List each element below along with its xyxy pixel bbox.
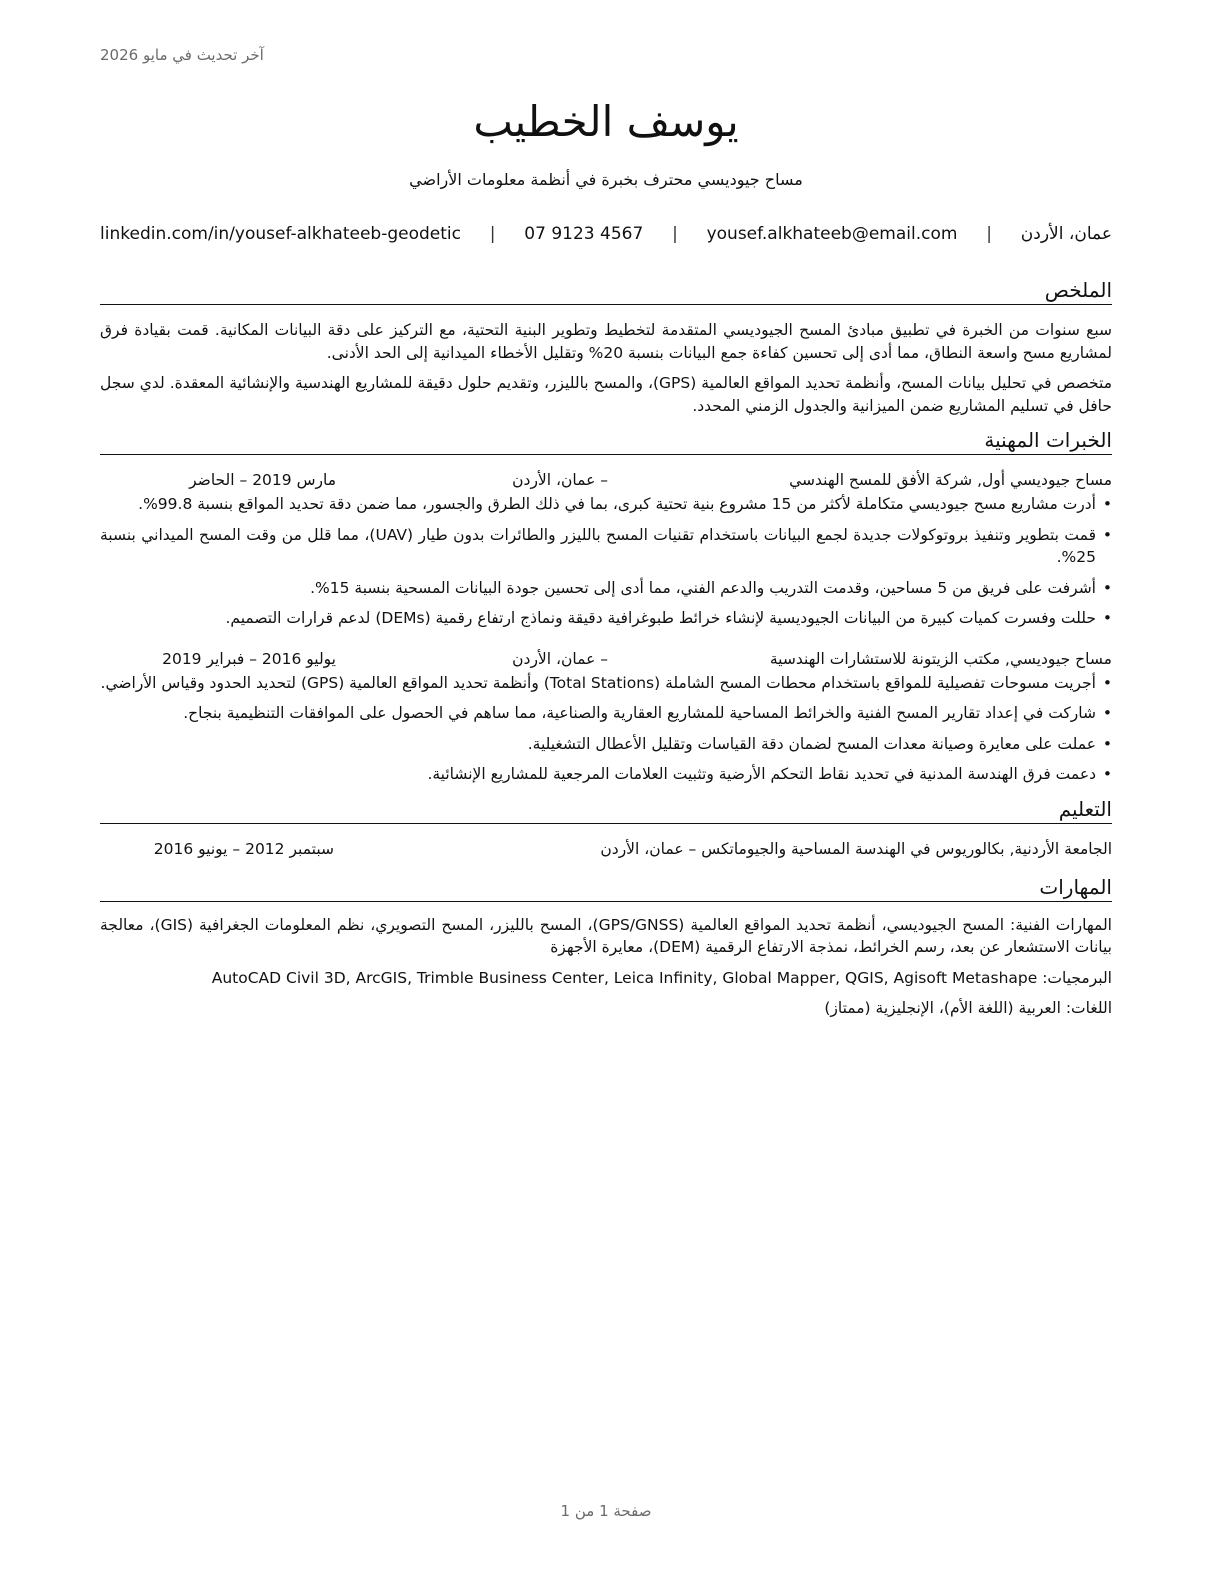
job-bullet: • دعمت فرق الهندسة المدنية في تحديد نقاط التحكم الأرضية وتثبيت العلامات المرجعية للمشاريع الإنشائية. [100,763,1112,786]
summary-heading: الملخص [100,277,1112,305]
contact-phone: 07 9123 4567 [524,224,644,244]
resume-body [100,277,1112,1020]
job-bullet: • أشرفت على فريق من 5 مساحين، وقدمت التدريب والدعم الفني، مما أدى إلى تحسين جودة البيانات المسحية بنسبة 15%. [100,577,1112,600]
job-bullet: • قمت بتطوير وتنفيذ بروتوكولات جديدة لجمع البيانات باستخدام تقنيات المسح بالليزر والطائرات بدون طيار (UAV)، مما قلل من وقت المسح الميداني بنسبة 25%. [100,524,1112,569]
experience-heading: الخبرات المهنية [100,427,1112,455]
education-location: – عمان، الأردن [600,839,697,858]
skills-heading: المهارات [100,874,1112,902]
education-heading: التعليم [100,796,1112,824]
skills-technical: المهارات الفنية: المسح الجيوديسي، أنظمة تحديد المواقع العالمية (GPS/GNSS)، المسح بالليزر، المسح التصويري، نظم المعلومات الجغرافية (GIS)، معالجة بيانات الاستشعار عن بعد، رسم الخرائط، نمذجة الارتفاع الرقمية (DEM)، معايرة الأجهزة [100,915,1112,956]
candidate-name: يوسف الخطيب [473,97,739,146]
job-role-company: مساح جيوديسي, مكتب الزيتونة للاستشارات الهندسية [769,649,1112,668]
last-updated-note: آخر تحديث في مايو 2026 [100,46,264,64]
contact-separator: | [672,224,678,244]
job-role-company: مساح جيوديسي أول, شركة الأفق للمسح الهندسي [789,471,1112,489]
job-dates: مارس 2019 – الحاضر [189,471,336,489]
job-location: – عمان، الأردن [512,649,608,668]
job-bullet: • أدرت مشاريع مسح جيوديسي متكاملة لأكثر من 15 مشروع بنية تحتية كبرى، بما في ذلك الطرق والجسور، مما ضمن دقة تحديد المواقع بنسبة 99.8%. [100,493,1112,516]
summary-paragraph: متخصص في تحليل بيانات المسح، وأنظمة تحديد المواقع العالمية (GPS)، والمسح بالليزر، وتقديم حلول دقيقة للمشاريع الهندسية والإنشائية المعقدة. لدي سجل حافل في تسليم المشاريع ضمن الميزانية والجدول الزمني المحدد. [100,374,1113,415]
job-bullet: • حللت وفسرت كميات كبيرة من البيانات الجيوديسية لإنشاء خرائط طبوغرافية دقيقة ونماذج ارتفاع رقمية (DEMs) لدعم قرارات التصميم. [100,607,1112,630]
education-institution-degree [334,838,1112,860]
contact-location: عمان، الأردن [1020,224,1112,244]
skills-languages: اللغات: العربية (اللغة الأم)، الإنجليزية (ممتاز) [824,999,1112,1017]
resume-page [100,0,1112,1584]
skills-software: البرمجيات: AutoCAD Civil 3D, ArcGIS, Trimble Business Center, Leica Infinity, Global Mapper, QGIS, Agisoft Metashape [211,968,1112,987]
job-bullet: • عملت على معايرة وصيانة معدات المسح لضمان دقة القياسات وتقليل الأعطال التشغيلية. [100,733,1112,756]
page-number: صفحة 1 من 1 [560,1502,652,1520]
contact-email[interactable]: yousef.alkhateeb@email.com [706,224,958,244]
contact-separator: | [489,224,496,244]
summary-paragraph: سبع سنوات من الخبرة في تطبيق مبادئ المسح الجيوديسي المتقدمة لتخطيط وتطوير البنية التحتية، مع التركيز على دقة البيانات المكانية. قمت بقيادة فرق لمشاريع مسح واسعة النطاق، مما أدى إلى تحسين كفاءة جمع البيانات بنسبة 20% وتقليل الأخطاء الميدانية إلى الحد الأدنى. [100,321,1112,362]
contact-linkedin[interactable]: linkedin.com/in/yousef-alkhateeb-geodetic [100,224,461,244]
job-bullet: • شاركت في إعداد تقارير المسح الفنية والخرائط المساحية للمشاريع العقارية والصناعية، مما ساهم في الحصول على الموافقات التنظيمية بنجاح. [100,702,1112,725]
contact-separator: | [986,224,992,244]
job-header [100,648,1112,670]
education-dates: سبتمبر 2012 – يونيو 2016 [153,839,334,858]
contact-line [100,224,1112,244]
candidate-title: مساح جيوديسي محترف بخبرة في أنظمة معلومات الأراضي [409,170,803,189]
education-entry [100,838,1112,860]
job-bullet: • أجريت مسوحات تفصيلية للمواقع باستخدام محطات المسح الشاملة (Total Stations) وأنظمة تحديد المواقع العالمية (GPS) لتحديد الحدود وقياس الأراضي. [100,672,1112,695]
job-dates: يوليو 2016 – فبراير 2019 [162,649,336,668]
job-bullets [100,672,1112,786]
education-degree: الجامعة الأردنية, بكالوريوس في الهندسة المساحية والجيوماتكس [701,839,1112,858]
job-location: – عمان، الأردن [512,471,608,489]
job-bullets [100,493,1112,630]
job-header [100,469,1112,491]
